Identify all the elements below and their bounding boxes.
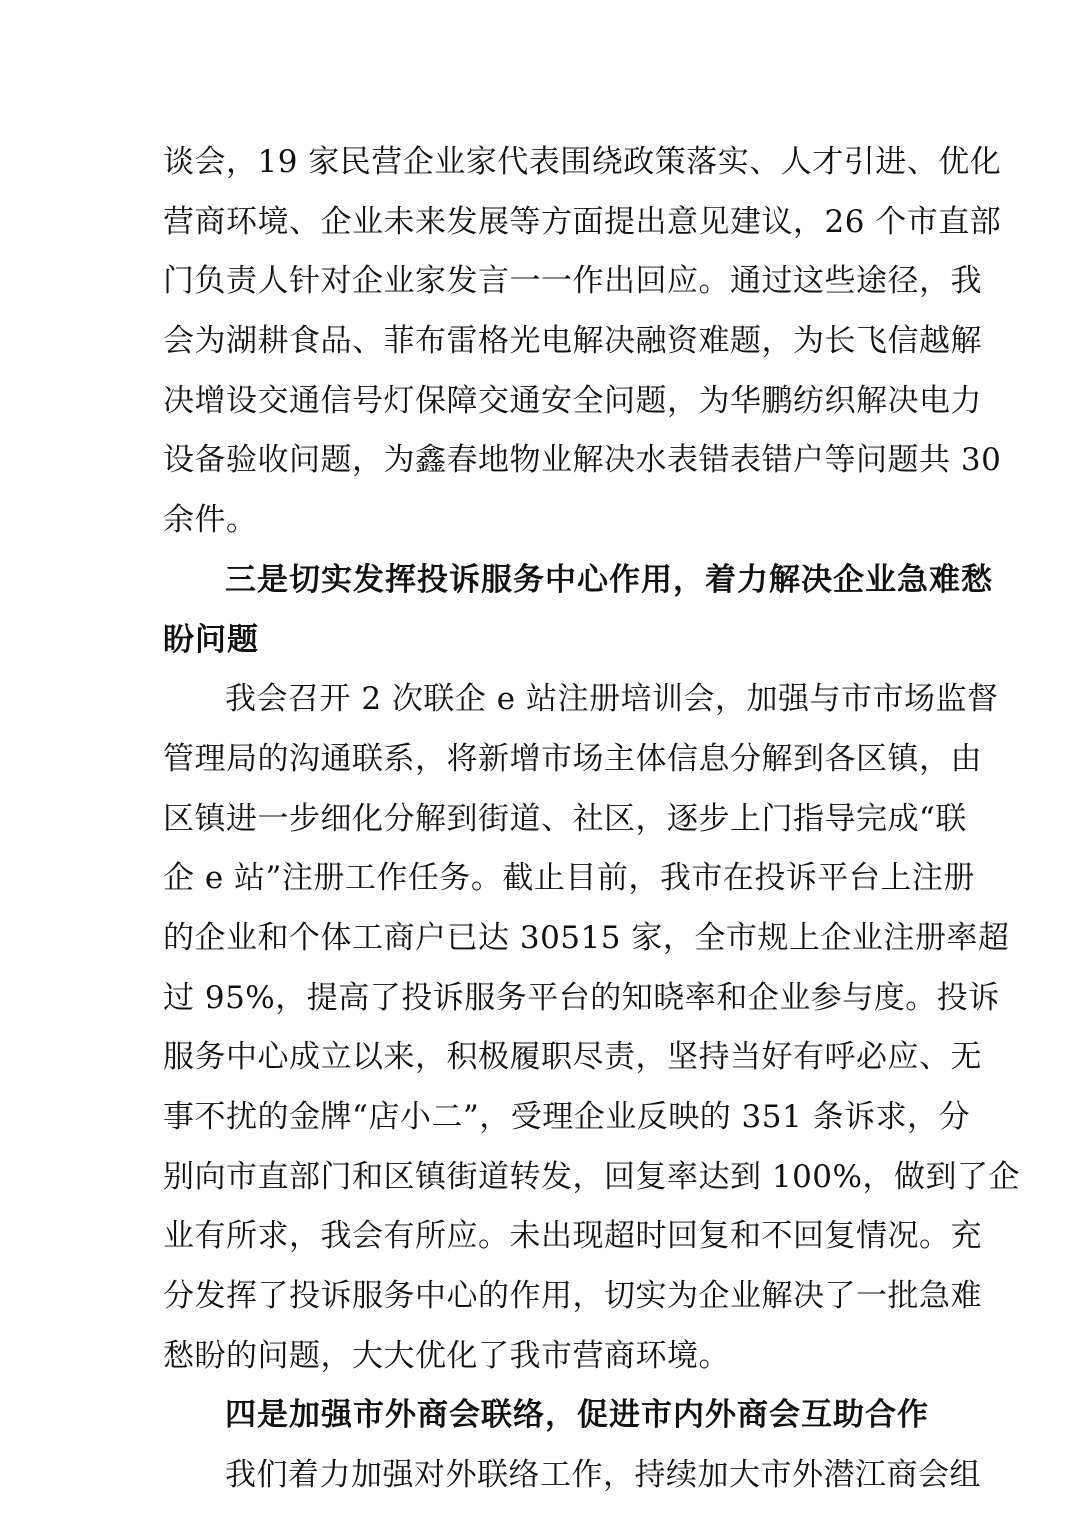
section-heading-3-cont: 盼问题 (163, 621, 259, 658)
text-line: 我们着力加强对外联络工作，持续加大市外潜江商会组 (225, 1457, 981, 1494)
text-line: 事不扰的金牌“店小二”，受理企业反映的 351 条诉求，分 (163, 1099, 971, 1135)
text-line: 我会召开 2 次联企 e 站注册培训会，加强与市市场监督 (225, 681, 999, 718)
text-line: 企 e 站”注册工作任务。截止目前，我市在投诉平台上注册 (163, 860, 975, 897)
text-line: 管理局的沟通联系，将新增市场主体信息分解到各区镇，由 (163, 740, 982, 777)
text-line: 的企业和个体工商户已达 30515 家，全市规上企业注册率超 (163, 919, 1010, 956)
text-line: 营商环境、企业未来发展等方面提出意见建议，26 个市直部 (163, 203, 1002, 240)
text-line: 决增设交通信号灯保障交通安全问题，为华鹏纺织解决电力 (163, 382, 982, 419)
text-line: 余件。 (163, 502, 258, 539)
text-line: 区镇进一步细化分解到街道、社区，逐步上门指导完成“联 (163, 800, 967, 837)
section-heading-3: 三是切实发挥投诉服务中心作用，着力解决企业急难愁 (225, 561, 993, 598)
text-line: 过 95%，提高了投诉服务平台的知晓率和企业参与度。投诉 (163, 979, 1000, 1016)
text-line: 业有所求，我会有所应。未出现超时回复和不回复情况。充 (163, 1218, 982, 1255)
text-line: 谈会，19 家民营企业家代表围绕政策落实、人才引进、优化 (163, 144, 1002, 180)
section-heading-4: 四是加强市外商会联络，促进市内外商会互助合作 (225, 1397, 929, 1434)
text-line: 门负责人针对企业家发言一一作出回应。通过这些途径，我 (163, 263, 982, 300)
text-line: 别向市直部门和区镇街道转发，回复率达到 100%，做到了企 (163, 1158, 1020, 1195)
document-body (163, 133, 1020, 1506)
text-line: 设备验收问题，为鑫春地物业解决水表错表错户等问题共 30 (163, 442, 1002, 479)
text-line: 愁盼的问题，大大优化了我市营商环境。 (163, 1337, 730, 1374)
text-line: 分发挥了投诉服务中心的作用，切实为企业解决了一批急难 (163, 1278, 982, 1315)
text-line: 会为湖耕食品、菲布雷格光电解决融资难题，为长飞信越解 (163, 323, 982, 360)
text-line: 服务中心成立以来，积极履职尽责，坚持当好有呼必应、无 (163, 1039, 982, 1076)
